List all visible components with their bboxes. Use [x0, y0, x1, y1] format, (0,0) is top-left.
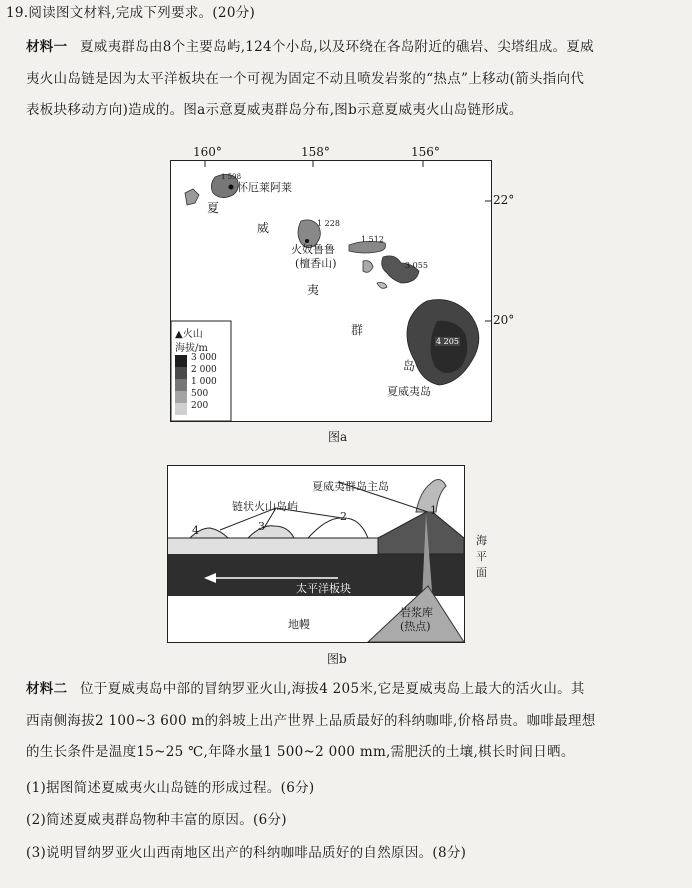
material1-line-1	[26, 38, 594, 56]
num-3: 3	[258, 520, 265, 533]
label-plate: 太平洋板块	[296, 582, 351, 595]
lat-label-22: 22°	[493, 193, 515, 207]
figure-b-diagram	[167, 465, 487, 643]
peak-3055: 3 055	[405, 261, 428, 270]
legend-3000: 3 000	[191, 353, 217, 363]
subquestion-1: (1)据图简述夏威夷火山岛链的形成过程。(6分)	[26, 780, 315, 796]
figure-b-caption: 图b	[327, 652, 347, 666]
num-4: 4	[192, 524, 199, 537]
material1-text-1: 夏威夷群岛由8个主要岛屿,124个小岛,以及环绕在各岛附近的礁岩、尖塔组成。夏威	[80, 39, 594, 55]
label-honolulu-2: (檀香山)	[295, 257, 337, 270]
subquestion-2: (2)简述夏威夷群岛物种丰富的原因。(6分)	[26, 812, 287, 828]
peak-1598: 1 598	[221, 173, 242, 181]
label-hawaii-island: 夏威夷岛	[387, 385, 431, 398]
label-chain: 链状火山岛屿	[232, 500, 298, 513]
material2-line-2: 西南侧海拔2 100~3 600 m的斜坡上出产世界上品质最好的科纳咖啡,价格昂贵。咖啡最理想	[26, 713, 596, 729]
vlabel-3: 夷	[307, 283, 320, 297]
lon-label-156: 156°	[411, 145, 440, 159]
legend-500: 500	[191, 389, 209, 399]
material2-line-3: 的生长条件是温度15~25 ℃,年降水量1 500~2 000 mm,需肥沃的土壤,棋长时间日晒。	[26, 744, 575, 760]
legend-1000: 1 000	[191, 377, 217, 387]
material2-text-1: 位于夏威夷岛中部的冒纳罗亚火山,海拔4 205米,它是夏威夷岛上最大的活火山。其	[80, 681, 585, 697]
peak-4205: 4 205	[436, 337, 459, 346]
vlabel-4: 群	[351, 323, 364, 337]
island-niihau	[185, 189, 199, 205]
legend-2000: 2 000	[191, 365, 217, 375]
num-1: 1	[430, 504, 437, 517]
vlabel-1: 夏	[207, 201, 220, 215]
legend-200: 200	[191, 401, 209, 411]
label-main-island: 夏威夷群岛主岛	[312, 480, 389, 493]
question-header: 19.阅读图文材料,完成下列要求。(20分)	[6, 5, 256, 21]
material1-line-2: 夷火山岛链是因为太平洋板块在一个可视为固定不动且喷发岩浆的“热点”上移动(箭头指向代	[26, 71, 585, 87]
peak-1512: 1 512	[361, 235, 384, 244]
label-mantle: 地幔	[288, 618, 310, 631]
figure-a-caption: 图a	[328, 430, 348, 444]
vlabel-5: 岛	[403, 359, 416, 373]
lon-label-158: 158°	[301, 145, 330, 159]
island-kahoolawe	[377, 283, 387, 289]
figure-a-map	[170, 145, 515, 422]
material2-label: 材料二	[26, 681, 68, 697]
material2-line-1	[26, 680, 585, 698]
label-magma-2: (热点)	[400, 620, 431, 633]
peak-1228: 1 228	[317, 219, 340, 228]
label-magma-1: 岩浆库	[400, 606, 433, 619]
label-honolulu: 火奴鲁鲁	[291, 243, 335, 256]
num-2: 2	[340, 510, 347, 523]
label-sea-level: 海平面	[476, 534, 487, 579]
label-waialeale: 怀厄莱阿莱	[237, 181, 292, 194]
material1-line-3: 表板块移动方向)造成的。图a示意夏威夷群岛分布,图b示意夏威夷火山岛链形成。	[26, 102, 523, 118]
subquestion-3: (3)说明冒纳罗亚火山西南地区出产的科纳咖啡品质好的自然原因。(8分)	[26, 845, 467, 861]
legend-swatches	[175, 355, 187, 415]
lon-label-160: 160°	[193, 145, 222, 159]
material1-label: 材料一	[26, 39, 68, 55]
legend-elevation: 海拔/m	[175, 343, 208, 354]
island-lanai	[363, 261, 373, 273]
lat-label-20: 20°	[493, 313, 515, 327]
legend-volcano: ▲火山	[175, 329, 203, 340]
vlabel-2: 威	[257, 221, 270, 235]
